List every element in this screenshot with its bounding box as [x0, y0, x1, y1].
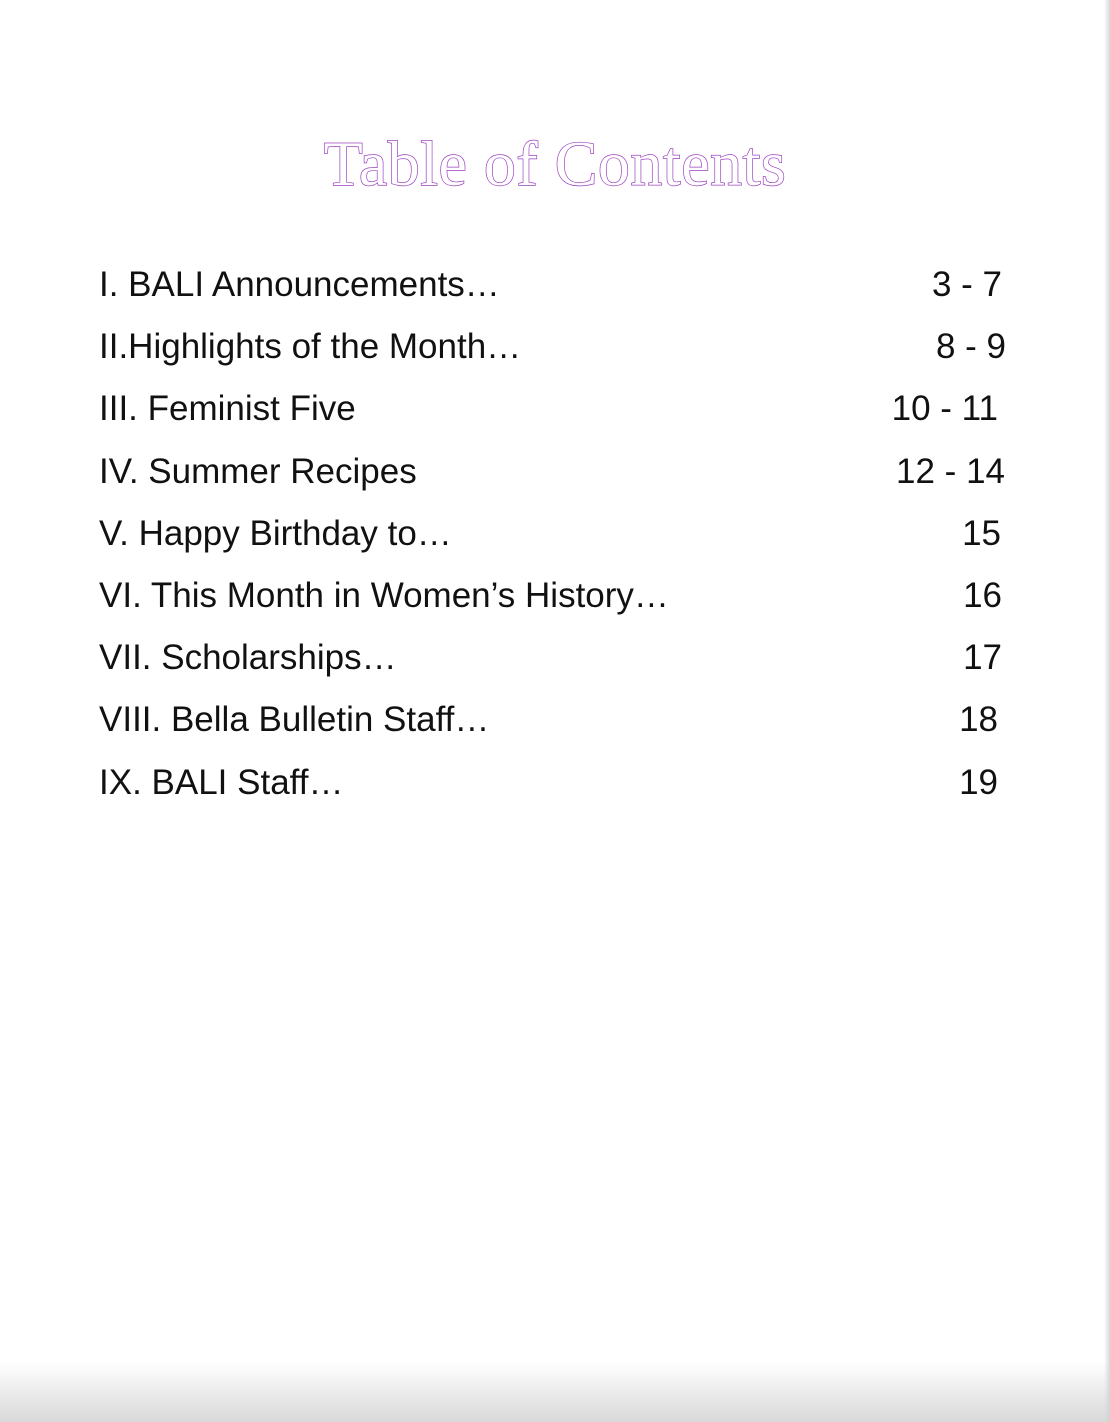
toc-entry-label: IX. BALI Staff… [99, 762, 344, 802]
toc-entry-pages: 8 - 9 [935, 327, 1006, 367]
toc-entry-pages: 12 - 14 [896, 451, 1005, 491]
toc-entry [99, 503, 1006, 565]
toc-entry-pages: 16 [963, 576, 1002, 616]
page-edge-shadow [1104, 0, 1110, 1422]
toc-entry-label: III. Feminist Five [99, 389, 356, 429]
toc-entry-label: VIII. Bella Bulletin Staff… [99, 700, 490, 740]
toc-entry [99, 565, 1006, 627]
toc-entry [99, 752, 1006, 814]
toc-entry [99, 627, 1006, 689]
toc-entry [99, 254, 1006, 316]
toc-entry-label: II.Highlights of the Month… [99, 327, 522, 367]
toc-entry [99, 689, 1006, 751]
toc-entry-label: V. Happy Birthday to… [99, 513, 452, 553]
page-title: Table of Contents [323, 128, 787, 199]
toc-entry-label: I. BALI Announcements… [99, 265, 500, 305]
toc-entry-pages: 10 - 11 [891, 389, 998, 429]
toc-entry-pages: 17 [963, 638, 1002, 678]
toc-entry-label: IV. Summer Recipes [99, 451, 417, 491]
table-of-contents [99, 254, 1006, 814]
toc-entry-label: VII. Scholarships… [99, 638, 397, 678]
toc-entry-label: VI. This Month in Women’s History… [99, 576, 669, 616]
toc-entry-pages: 15 [962, 513, 1001, 553]
toc-entry [99, 378, 1006, 440]
toc-entry-pages: 19 [959, 762, 998, 802]
toc-entry-pages: 18 [959, 700, 998, 740]
toc-entry-pages: 3 - 7 [931, 265, 1002, 305]
bottom-shadow [0, 1362, 1110, 1422]
toc-entry [99, 441, 1006, 503]
toc-entry [99, 316, 1006, 378]
